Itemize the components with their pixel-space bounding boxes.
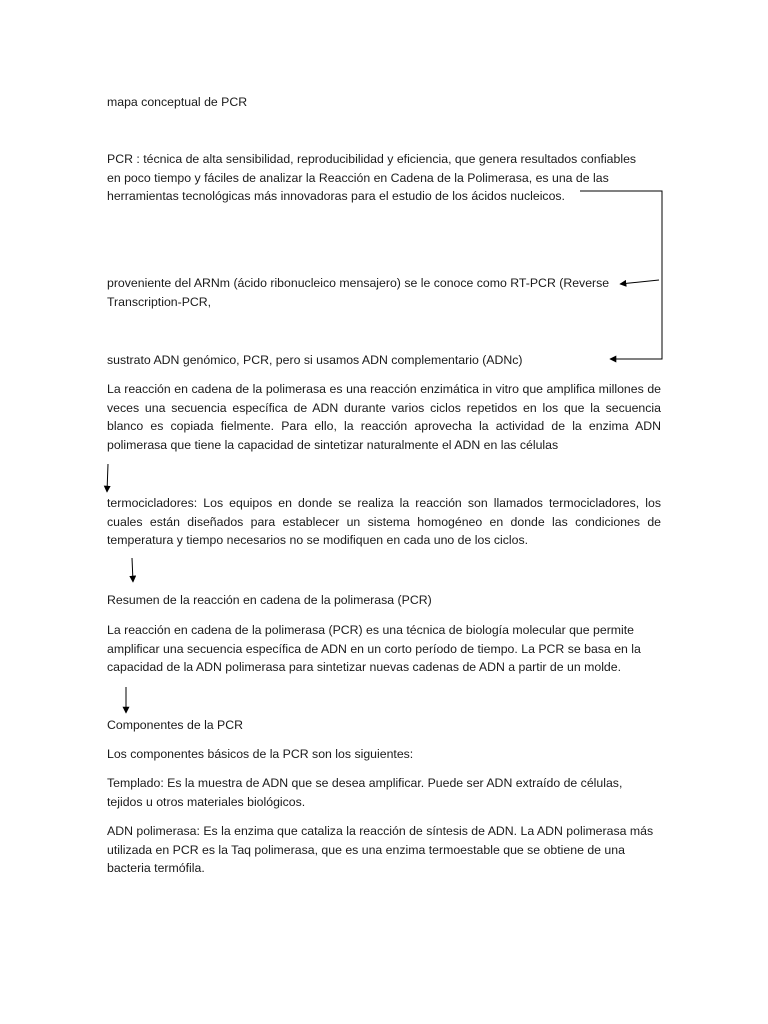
polimerasa-paragraph: ADN polimerasa: Es la enzima que cataliza la reacción de síntesis de ADN. La ADN polimerasa más utilizada en PCR es la Taq polimerasa, que es una enzima termoestable que se obtiene de una bacteria termófila. [107,824,654,876]
pcr-definition-paragraph: PCR : técnica de alta sensibilidad, reproducibilidad y eficiencia, que genera resultados confiables en poco tiempo y fáciles de analizar la Reacción en Cadena de la Polimerasa, es una de las herramientas tecnológicas más innovadoras para el estudio de los ácidos nucleicos. [107,152,637,204]
document-title: mapa conceptual de PCR [107,95,248,109]
down-arrow-resumen [132,558,133,582]
resumen-paragraph: La reacción en cadena de la polimerasa (PCR) es una técnica de biología molecular que permite amplificar una secuencia específica de ADN en un corto período de tiempo. La PCR se basa en la capacidad de la ADN polimerasa para sintetizar nuevas cadenas de ADN a partir de un molde. [107,623,641,675]
sustrato-paragraph: sustrato ADN genómico, PCR, pero si usamos ADN complementario (ADNc) [107,353,523,367]
termocicladores-paragraph: termocicladores: Los equipos en donde se realiza la reacción son llamados termocicladores, los cuales están diseñados para establecer un sistema homogéneo en donde las condiciones de temperatura y tiempo necesarios no se modifiquen en cada uno de los ciclos. [107,496,661,548]
reaccion-paragraph: La reacción en cadena de la polimerasa es una reacción enzimática in vitro que amplifica millones de veces una secuencia específica de ADN durante varios ciclos repetidos en los que la secuencia blanco es copiada fielmente. Para ello, la reacción aprovecha la actividad de la enzima ADN polimerasa que tiene la capacidad de sintetizar naturalmente el ADN en las células [107,382,661,453]
down-arrow-termocicladores [107,464,108,492]
componentes-heading: Componentes de la PCR [107,718,244,732]
componentes-intro: Los componentes básicos de la PCR son los siguientes: [107,747,414,761]
resumen-heading: Resumen de la reacción en cadena de la polimerasa (PCR) [107,593,432,607]
templado-paragraph: Templado: Es la muestra de ADN que se desea amplificar. Puede ser ADN extraído de células, tejidos u otros materiales biológicos. [107,776,623,809]
rt-pcr-paragraph: proveniente del ARNm (ácido ribonucleico mensajero) se le conoce como RT-PCR (Reverse Transcription-PCR, [107,276,610,309]
